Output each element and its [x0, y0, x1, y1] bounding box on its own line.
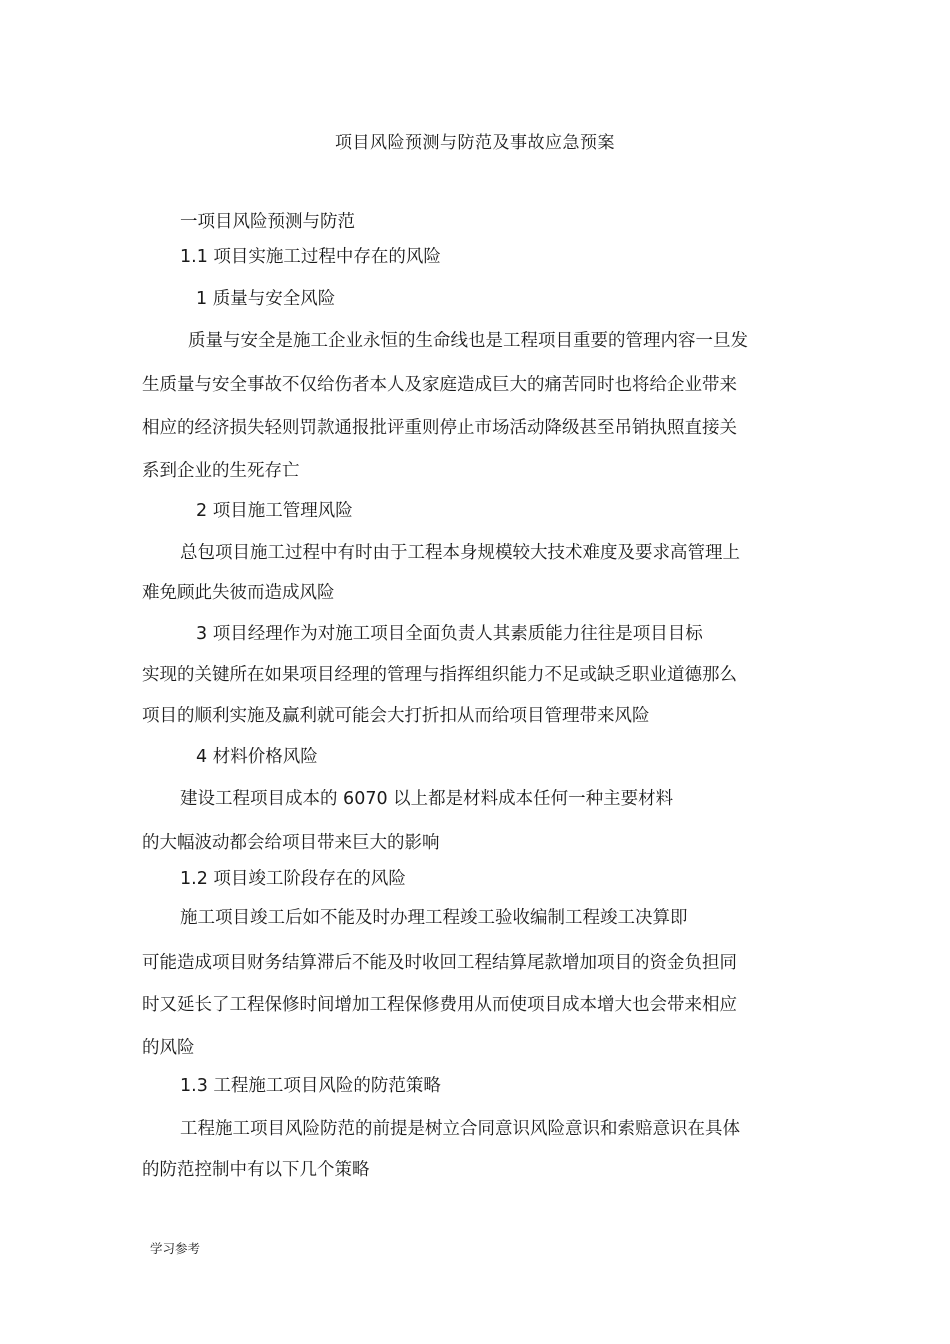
paragraph-line: 施工项目竣工后如不能及时办理工程竣工验收编制工程竣工决算即 [180, 908, 688, 928]
subsection-heading-1-3: 1.3 工程施工项目风险的防范策略 [180, 1076, 441, 1096]
paragraph-line: 实现的关键所在如果项目经理的管理与指挥组织能力不足或缺乏职业道德那么 [142, 665, 737, 685]
paragraph-line: 建设工程项目成本的 6070 以上都是材料成本任何一种主要材料 [180, 789, 674, 809]
item-heading-3: 3 项目经理作为对施工项目全面负责人其素质能力往往是项目目标 [196, 624, 703, 644]
section-heading-1: 一项目风险预测与防范 [180, 212, 355, 232]
paragraph-line: 质量与安全是施工企业永恒的生命线也是工程项目重要的管理内容一旦发 [188, 331, 748, 351]
item-heading-1: 1 质量与安全风险 [196, 289, 336, 309]
subsection-heading-1-1: 1.1 项目实施工过程中存在的风险 [180, 247, 441, 267]
paragraph-line: 的防范控制中有以下几个策略 [142, 1160, 370, 1180]
page-title: 项目风险预测与防范及事故应急预案 [335, 133, 615, 153]
paragraph-line: 难免顾此失彼而造成风险 [142, 583, 335, 603]
item-heading-2: 2 项目施工管理风险 [196, 501, 353, 521]
paragraph-line: 总包项目施工过程中有时由于工程本身规模较大技术难度及要求高管理上 [180, 543, 740, 563]
paragraph-line: 工程施工项目风险防范的前提是树立合同意识风险意识和索赔意识在具体 [180, 1119, 740, 1139]
paragraph-line: 时又延长了工程保修时间增加工程保修费用从而使项目成本增大也会带来相应 [142, 995, 737, 1015]
item-heading-4: 4 材料价格风险 [196, 747, 318, 767]
paragraph-line: 生质量与安全事故不仅给伤者本人及家庭造成巨大的痛苦同时也将给企业带来 [142, 375, 737, 395]
paragraph-line: 相应的经济损失轻则罚款通报批评重则停止市场活动降级甚至吊销执照直接关 [142, 418, 737, 438]
subsection-heading-1-2: 1.2 项目竣工阶段存在的风险 [180, 869, 406, 889]
paragraph-line: 的风险 [142, 1038, 195, 1058]
paragraph-line: 系到企业的生死存亡 [142, 461, 300, 481]
footer-note: 学习参考 [150, 1241, 201, 1256]
paragraph-line: 的大幅波动都会给项目带来巨大的影响 [142, 833, 440, 853]
paragraph-line: 可能造成项目财务结算滞后不能及时收回工程结算尾款增加项目的资金负担同 [142, 953, 737, 973]
paragraph-line: 项目的顺利实施及赢利就可能会大打折扣从而给项目管理带来风险 [142, 706, 650, 726]
